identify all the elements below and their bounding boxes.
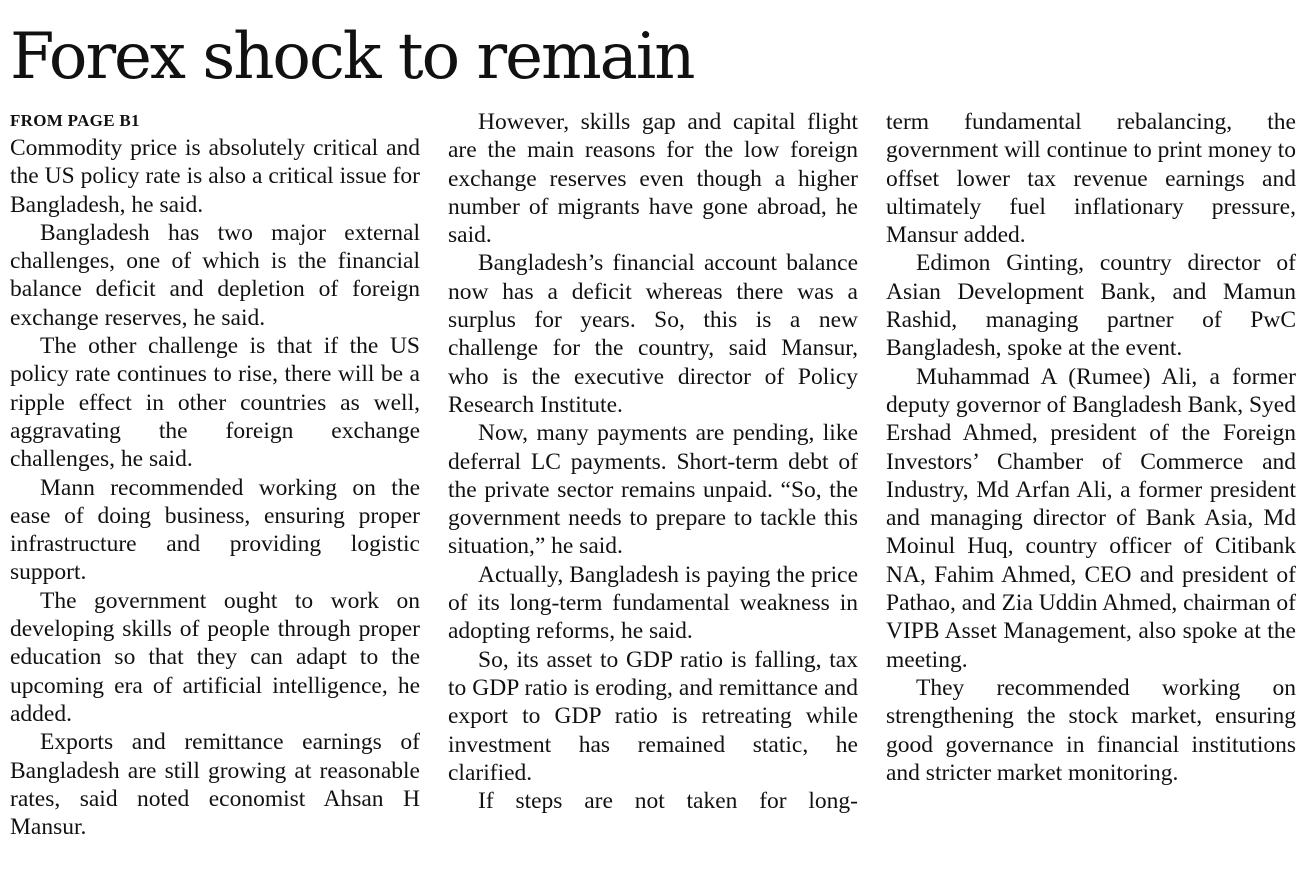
- paragraph: The government ought to work on developing skills of people through proper education so that they can adapt to the upcoming era of artificial intelligence, he added.: [10, 587, 420, 727]
- paragraph: If steps are not taken for long-: [478, 788, 858, 815]
- paragraph: Mann recommended working on the ease of doing business, ensuring proper infrastructure and providing logistic support.: [10, 474, 420, 586]
- paragraph: Bangladesh has two major external challenges, one of which is the financial balance deficit and depletion of foreign exchange reserves, he said.: [10, 219, 420, 331]
- article-column-3: [886, 108, 1296, 878]
- paragraph: Edimon Ginting, country director of Asian Development Bank, and Mamun Rashid, managing partner of PwC Bangladesh, spoke at the event.: [886, 250, 1296, 362]
- paragraph: Commodity price is absolutely critical and the US policy rate is also a critical issue for Bangladesh, he said.: [10, 135, 420, 218]
- article-column-1: [10, 108, 420, 878]
- headline: Forex shock to remain: [10, 20, 694, 94]
- paragraph: term fundamental rebalancing, the government will continue to print money to offset lower tax revenue earnings and ultimately fuel inflationary pressure, Mansur added.: [886, 109, 1296, 249]
- paragraph: They recommended working on strengthening the stock market, ensuring good governance in financial institutions and stricter market monitoring.: [886, 674, 1296, 786]
- paragraph: Bangladesh’s financial account balance now has a deficit whereas there was a surplus for years. So, this is a new challenge for the country, said Mansur, who is the executive director of Policy Research Institute.: [448, 250, 858, 418]
- paragraph: Muhammad A (Rumee) Ali, a former deputy governor of Bangladesh Bank, Syed Ershad Ahmed, president of the Foreign Investors’ Chamber of Commerce and Industry, Md Arfan Ali, a former president and managing director of Bank Asia, Md Moinul Huq, country officer of Citibank NA, Fahim Ahmed, CEO and president of Pathao, and Zia Uddin Ahmed, chairman of VIPB Asset Management, also spoke at the meeting.: [886, 363, 1296, 673]
- paragraph: The other challenge is that if the US policy rate continues to rise, there will be a ripple effect in other countries as well, aggravating the foreign exchange challenges, he said.: [10, 333, 420, 473]
- paragraph: Now, many payments are pending, like deferral LC payments. Short-term debt of the private sector remains unpaid. “So, the government needs to prepare to tackle this situation,” he said.: [448, 420, 858, 560]
- paragraph: So, its asset to GDP ratio is falling, tax to GDP ratio is eroding, and remittance and export to GDP ratio is retreating while investment has remained static, he clarified.: [448, 646, 858, 786]
- paragraph: However, skills gap and capital flight are the main reasons for the low foreign exchange reserves even though a higher number of migrants have gone abroad, he said.: [448, 109, 858, 249]
- paragraph: Exports and remittance earnings of Bangladesh are still growing at reasonable rates, said noted economist Ahsan H Mansur.: [10, 729, 420, 841]
- dateline: FROM PAGE B1: [10, 111, 140, 130]
- article-column-2: [448, 108, 858, 878]
- paragraph: Actually, Bangladesh is paying the price of its long-term fundamental weakness in adopting reforms, he said.: [448, 561, 858, 645]
